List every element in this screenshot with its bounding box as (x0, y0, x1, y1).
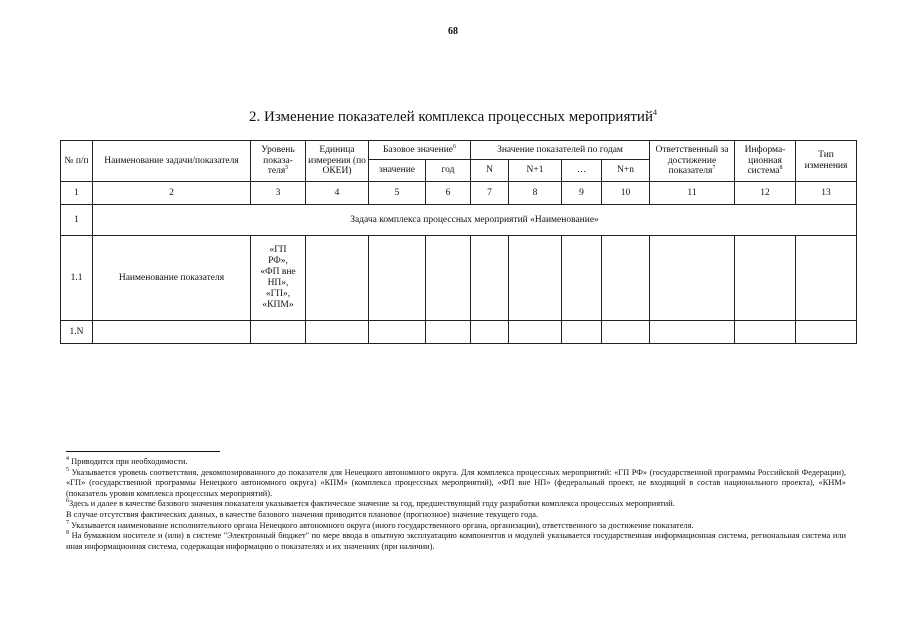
column-number: 13 (796, 182, 857, 205)
indicator-row-level (251, 236, 306, 321)
task-row-text: Задача комплекса процессных мероприятий «Наименование» (93, 205, 857, 236)
column-number: 12 (735, 182, 796, 205)
header-level-text: Уровень показа-теля (261, 144, 295, 177)
empty-cell (93, 321, 251, 344)
header-year-n: N (471, 160, 509, 182)
column-number: 9 (562, 182, 602, 205)
column-number: 2 (93, 182, 251, 205)
empty-cell (509, 321, 562, 344)
column-number: 10 (602, 182, 650, 205)
footnote-text: Приводится при необходимости. (71, 457, 188, 466)
section-title-footnote-ref: 4 (652, 108, 657, 117)
header-base-footnote-ref: 6 (453, 143, 457, 150)
footnote-marker: 5 (66, 466, 69, 473)
footnote-text: На бумажном носителе и (или) в системе "Электронный бюджет" по мере ввода в опытную эксплуатацию компонентов и модулей указывается государственная информационная система, региональная система или иная информационная система, содержащая информацию о показателях и их значениях (при наличии). (66, 531, 846, 551)
empty-cell (306, 321, 369, 344)
header-infosystem-footnote-ref: 8 (779, 165, 783, 172)
task-row (61, 205, 857, 236)
header-base (369, 141, 471, 160)
empty-cell (650, 236, 735, 321)
empty-cell (796, 321, 857, 344)
header-base-text: Базовое значение (382, 144, 454, 155)
column-numbers-row (61, 182, 857, 205)
header-num: № п/п (61, 141, 93, 182)
footnote (66, 468, 846, 500)
footnote (66, 457, 846, 468)
header-responsible-text: Ответственный за достижение показателя (655, 144, 729, 177)
column-number: 3 (251, 182, 306, 205)
empty-cell (735, 236, 796, 321)
footnote (66, 499, 846, 510)
empty-cell (369, 236, 426, 321)
indicator-level-line: «ГП», (265, 288, 291, 299)
footnote-marker: 6 (66, 498, 69, 505)
footnote-marker: 7 (66, 519, 69, 526)
indicators-table (60, 140, 857, 344)
indicator-level-line: «КПМ» (262, 299, 294, 310)
indicator-level-line: «ФП вне (260, 267, 296, 278)
column-number: 5 (369, 182, 426, 205)
page-number: 68 (448, 26, 458, 37)
footnote-separator (66, 451, 220, 452)
footnote (66, 521, 846, 532)
indicator-row (61, 236, 857, 321)
footnote-marker: 8 (66, 530, 69, 537)
indicator-row-num: 1.1 (61, 236, 93, 321)
header-change-type: Тип изменения (796, 141, 857, 182)
footnote (66, 531, 846, 552)
indicator-level-line: «ГП (269, 245, 287, 256)
empty-cell (471, 236, 509, 321)
last-row (61, 321, 857, 344)
section-title-text: 2. Изменение показателей комплекса процессных мероприятий (249, 109, 653, 125)
header-unit: Единица измерения (по ОКЕИ) (306, 141, 369, 182)
empty-cell (796, 236, 857, 321)
header-base-value: значение (369, 160, 426, 182)
header-infosystem (735, 141, 796, 182)
header-base-year: год (426, 160, 471, 182)
empty-cell (602, 321, 650, 344)
header-level (251, 141, 306, 182)
empty-cell (426, 321, 471, 344)
empty-cell (471, 321, 509, 344)
empty-cell (509, 236, 562, 321)
empty-cell (306, 236, 369, 321)
header-year-n1: N+1 (509, 160, 562, 182)
header-years: Значение показателей по годам (471, 141, 650, 160)
header-responsible-footnote-ref: 7 (712, 165, 716, 172)
empty-cell (562, 236, 602, 321)
empty-cell (562, 321, 602, 344)
header-responsible (650, 141, 735, 182)
empty-cell (602, 236, 650, 321)
table-header-row (61, 141, 857, 160)
indicator-level-line: РФ», (268, 256, 288, 267)
footnote-marker: 4 (66, 456, 69, 463)
empty-cell (426, 236, 471, 321)
column-number: 4 (306, 182, 369, 205)
header-year-nn: N+n (602, 160, 650, 182)
last-row-num: 1.N (61, 321, 93, 344)
empty-cell (369, 321, 426, 344)
header-infosystem-text: Информа-ционная система (744, 144, 786, 177)
section-title (0, 109, 906, 126)
header-name: Наименование задачи/показателя (93, 141, 251, 182)
empty-cell (251, 321, 306, 344)
column-number: 1 (61, 182, 93, 205)
indicator-row-name: Наименование показателя (93, 236, 251, 321)
footnotes (66, 457, 846, 552)
column-number: 8 (509, 182, 562, 205)
column-number: 6 (426, 182, 471, 205)
task-row-num: 1 (61, 205, 93, 236)
indicator-level-line: НП», (267, 278, 289, 288)
column-number: 11 (650, 182, 735, 205)
column-number: 7 (471, 182, 509, 205)
header-year-dots: … (562, 160, 602, 182)
footnote-text: Указывается наименование исполнительного органа Ненецкого автономного округа (иного государственного органа, организации), ответственного за достижение показателя. (71, 520, 694, 530)
footnote-text: Указывается уровень соответствия, декомпозированного до показателя для Ненецкого автономного округа. Для комплекса процессных мероприятий: «ГП РФ» (государственной программы Российской Федерации), «ГП» (государственной программы Ненецкого автономного округа) «КПМ» (комплекса процессных мероприятий), «ФП вне НП» (федеральный проект, не входящий в состав национального проекта), «КНМ» (показатель уровня комплекса процессных мероприятий). (66, 467, 847, 498)
footnote-text: Здесь и далее в качестве базового значения показателя указывается фактическое значение за год, предшествующий году разработки комплекса процессных мероприятий. (69, 499, 675, 509)
footnote (66, 510, 846, 521)
header-level-footnote-ref: 5 (285, 165, 289, 172)
empty-cell (650, 321, 735, 344)
footnote-text: В случае отсутствия фактических данных, в качестве базового значения приводится плановое (прогнозное) значение текущего года. (66, 509, 539, 519)
empty-cell (735, 321, 796, 344)
